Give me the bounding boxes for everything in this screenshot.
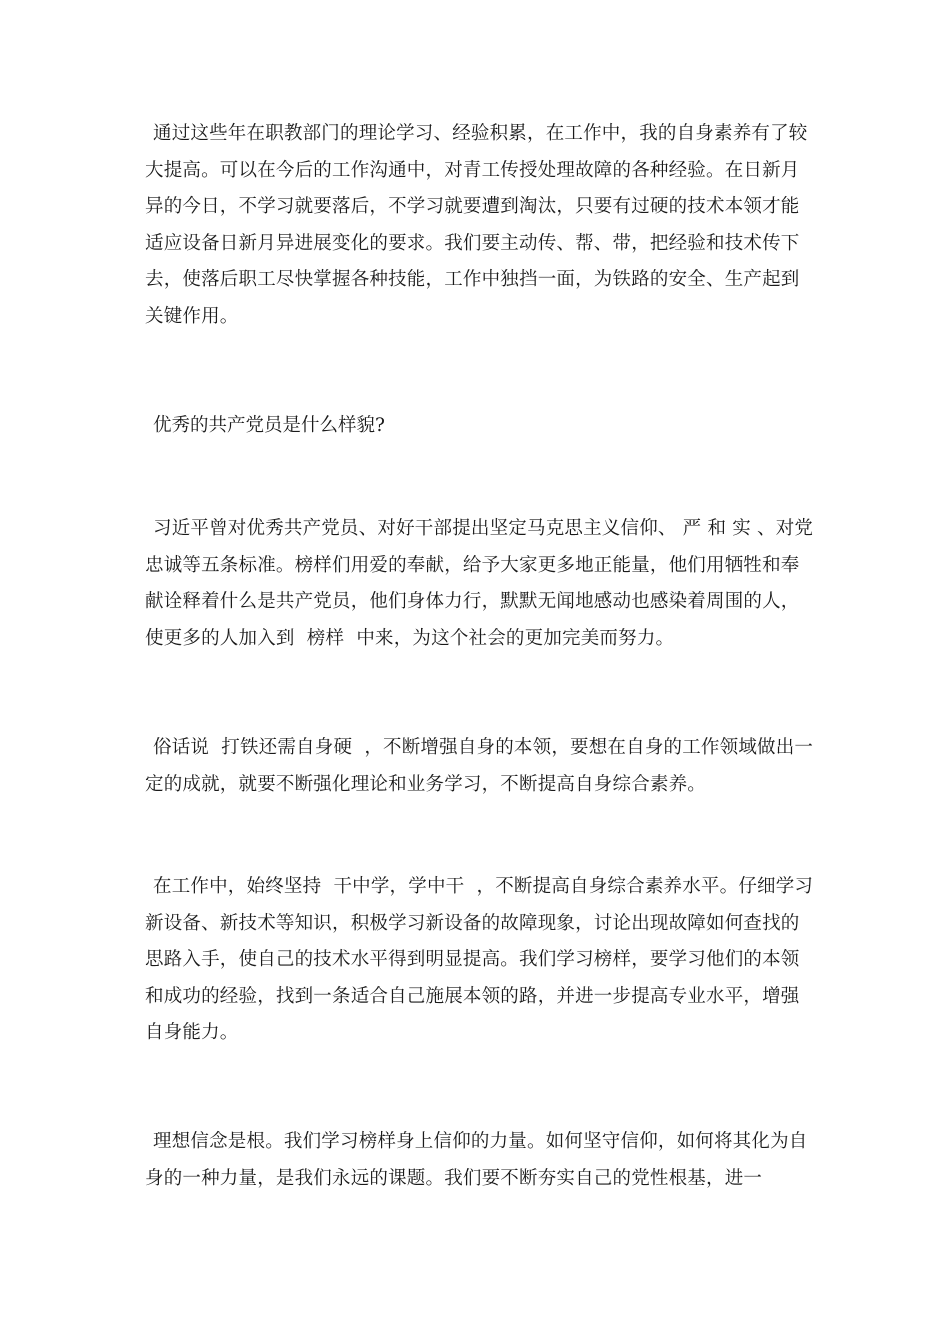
paragraph-five-standards: 习近平曾对优秀共产党员、对好干部提出坚定马克思主义信仰、 严 和 实 、对党忠诚等五条标准。榜样们用爱的奉献，给予大家更多地正能量，他们用牺牲和奉献诠释着什么是共产党员，他们身体力行，默默无闻地感动也感染着周围的人，使更多的人加入到 榜样 中来，为这个社会的更加完美而努力。 [145, 518, 814, 649]
paragraph-learning-by-doing: 在工作中，始终坚持 干中学，学中干 ，不断提高自身综合素养水平。仔细学习新设备、新技术等知识，积极学习新设备的故障现象，讨论出现故障如何查找的思路入手，使自己的技术水平得到明显提高。我们学习榜样，要学习他们的本领和成功的经验，找到一条适合自己施展本领的路，并进一步提高专业水平，增强自身能力。 [145, 876, 814, 1043]
paragraph-saying: 俗话说 打铁还需自身硬 ，不断增强自身的本领，要想在自身的工作领域做出一定的成就，就要不断强化理论和业务学习，不断提高自身综合素养。 [145, 737, 814, 795]
paragraph-self-improvement: 通过这些年在职教部门的理论学习、经验积累，在工作中，我的自身素养有了较大提高。可以在今后的工作沟通中，对青工传授处理故障的各种经验。在日新月异的今日，不学习就要落后，不学习就要遭到淘汰，只要有过硬的技术本领才能适应设备日新月异进展变化的要求。我们要主动传、帮、带，把经验和技术传下去，使落后职工尽快掌握各种技能，工作中独挡一面，为铁路的安全、生产起到关键作用。 [145, 123, 808, 327]
paragraph-ideals-and-beliefs: 理想信念是根。我们学习榜样身上信仰的力量。如何坚守信仰，如何将其化为自身的一种力量，是我们永远的课题。我们要不断夯实自己的党性根基，进一 [145, 1131, 808, 1189]
section-question: 优秀的共产党员是什么样貌? [153, 415, 385, 436]
